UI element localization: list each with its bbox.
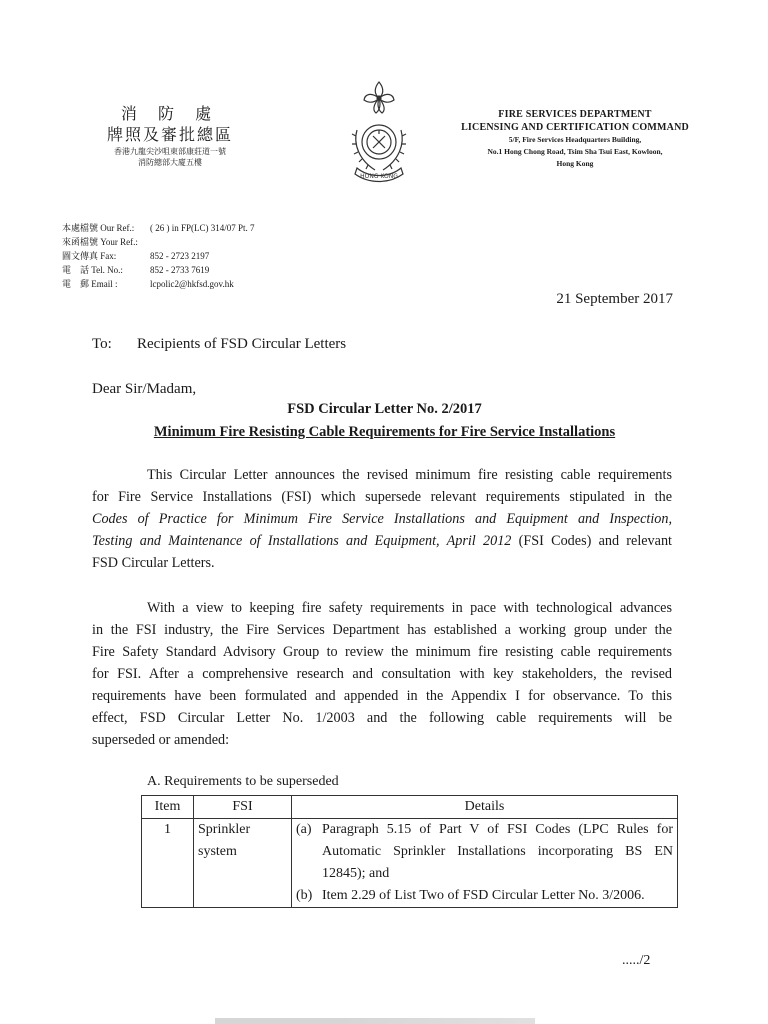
column-header-item: Item — [142, 796, 194, 819]
table-header-row — [142, 796, 678, 819]
dept-name: FIRE SERVICES DEPARTMENT — [498, 109, 652, 120]
ref-row — [62, 249, 255, 263]
address-chinese-line1: 香港九龍尖沙咀東部康莊道一號 — [114, 147, 226, 156]
paragraph-line: superseded or amended: — [92, 732, 230, 748]
paragraph-line: for Fire Service Installations (FSI) which supersede relevant requirements stipulated in the — [92, 489, 672, 505]
recipient-line — [92, 336, 346, 353]
cell-item: 1 — [142, 819, 194, 908]
detail-text: Paragraph 5.15 of Part V of FSI Codes (LPC Rules for Automatic Sprinkler Installations incorporating BS EN 12845); and — [322, 822, 673, 881]
cell-details — [292, 819, 678, 908]
ref-row — [62, 235, 255, 249]
ref-value: 852 - 2733 7619 — [150, 265, 210, 275]
paragraph-line: requirements have been formulated and appended in the Appendix I for observance. To this — [92, 688, 672, 704]
paragraph-line: Fire Safety Standard Advisory Group to review the minimum fire resisting cable requirements — [92, 644, 672, 660]
section-a-title: A. Requirements to be superseded — [147, 774, 339, 789]
detail-item — [296, 819, 673, 885]
salutation: Dear Sir/Madam, — [92, 381, 197, 397]
ref-row — [62, 277, 255, 291]
address-line3: Hong Kong — [556, 159, 594, 168]
page-bottom-shadow — [215, 1018, 535, 1024]
page-continuation-marker: ...../2 — [622, 953, 651, 968]
paragraph-line — [92, 530, 672, 552]
paragraph-line: With a view to keeping fire safety requirements in pace with technological advances — [147, 600, 672, 616]
ref-label: 電 話 Tel. No.: — [62, 265, 123, 275]
paragraph-line: effect, FSD Circular Letter No. 1/2003 and the following cable requirements will be — [92, 710, 672, 726]
letterhead-chinese — [95, 104, 245, 168]
column-header-details: Details — [292, 796, 678, 819]
address-line2: No.1 Hong Chong Road, Tsim Sha Tsui East, Kowloon, — [487, 147, 663, 156]
ref-row — [62, 221, 255, 235]
command-name-chinese: 牌照及審批總區 — [106, 125, 233, 144]
to-label: To: — [92, 336, 112, 352]
letter-date: 21 September 2017 — [556, 291, 673, 307]
subject-heading: Minimum Fire Resisting Cable Requirements for Fire Service Installations — [153, 424, 616, 440]
ref-value: ( 26 ) in FP(LC) 314/07 Pt. 7 — [150, 223, 255, 233]
detail-item — [296, 885, 673, 907]
ref-label: 圖文傳真 Fax: — [62, 251, 117, 261]
paragraph-fragment: (FSI Codes) and relevant — [511, 533, 672, 549]
paragraph-1 — [92, 464, 672, 574]
requirements-table — [141, 795, 678, 908]
ref-label: 來函檔號 Your Ref.: — [62, 237, 138, 247]
paragraph-line: in the FSI industry, the Fire Services Department has established a working group under the — [92, 622, 672, 638]
subject-title: FSD Circular Letter No. 2/2017 — [287, 401, 482, 417]
paragraph-line: FSD Circular Letters. — [92, 555, 215, 571]
crest-ribbon-text: HONG KONG — [360, 173, 398, 180]
paragraph-line: Codes of Practice for Minimum Fire Service Installations and Equipment and Inspection, — [92, 511, 672, 527]
ref-label: 本處檔號 Our Ref.: — [62, 223, 135, 233]
email-link[interactable]: lcpolic2@hkfsd.gov.hk — [150, 279, 234, 289]
paragraph-2 — [92, 597, 672, 751]
fsd-crest-icon — [343, 78, 415, 186]
address-line1: 5/F, Fire Services Headquarters Building, — [508, 135, 642, 144]
codes-title-italic: Testing and Maintenance of Installations and Equipment, April 2012 — [92, 533, 512, 549]
reference-block — [62, 221, 255, 291]
paragraph-line: This Circular Letter announces the revised minimum fire resisting cable requirements — [147, 467, 672, 483]
ref-value: 852 - 2723 2197 — [150, 251, 210, 261]
address-chinese-line2: 消防總部大廈五樓 — [138, 158, 202, 167]
command-name: LICENSING AND CERTIFICATION COMMAND — [461, 122, 689, 133]
dept-name-chinese: 消 防 處 — [120, 104, 220, 123]
cell-fsi: Sprinkler system — [194, 819, 292, 908]
ref-row — [62, 263, 255, 277]
table-row — [142, 819, 678, 908]
detail-key: (a) — [296, 822, 312, 837]
to-value: Recipients of FSD Circular Letters — [137, 336, 347, 352]
column-header-fsi: FSI — [194, 796, 292, 819]
letterhead-english — [440, 108, 710, 170]
paragraph-line: for FSI. After a comprehensive research and consultation with key stakeholders, the revised — [92, 666, 672, 682]
detail-key: (b) — [296, 888, 313, 903]
detail-text: Item 2.29 of List Two of FSD Circular Letter No. 3/2006. — [322, 888, 645, 903]
ref-label: 電 郵 Email : — [62, 279, 118, 289]
